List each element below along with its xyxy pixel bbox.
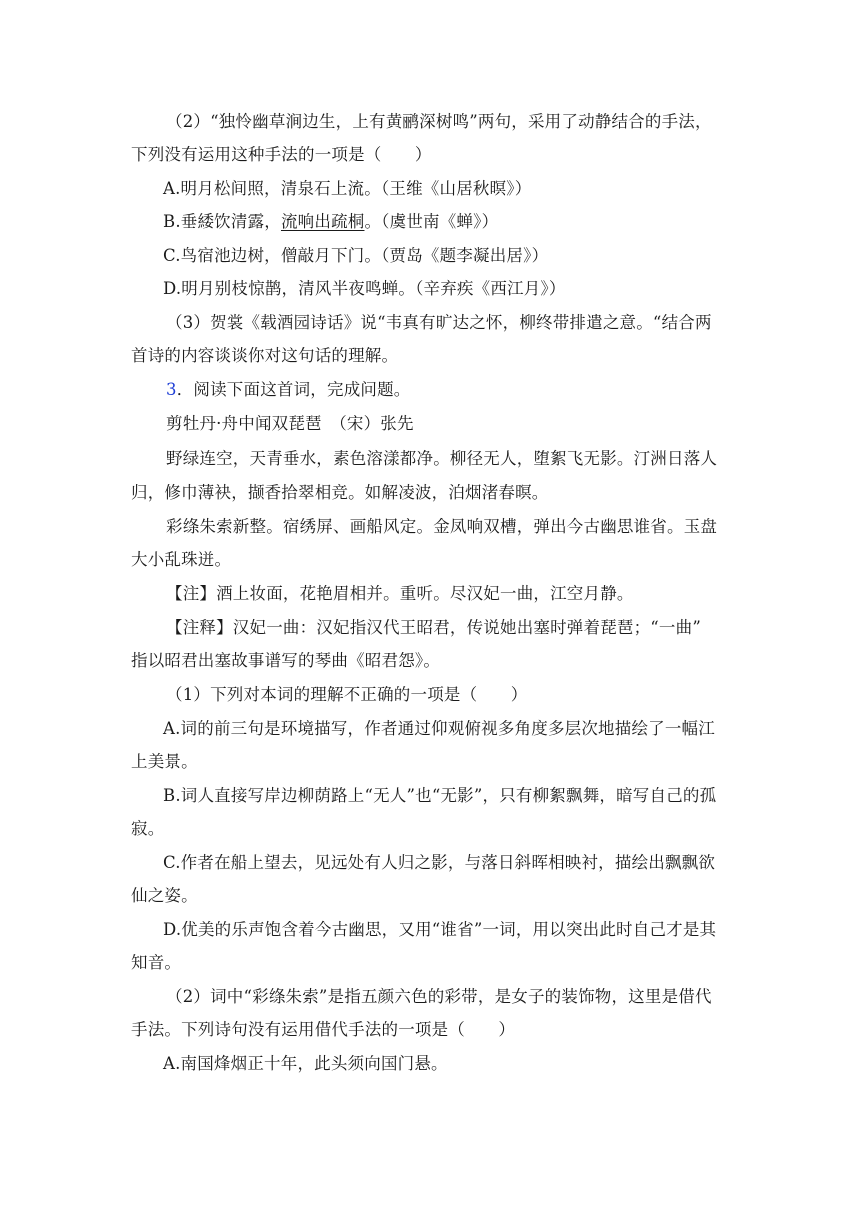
poem-paragraph-2-line-2: 大小乱珠迸。 [131,550,232,569]
question-2-stem-line-2: 下列没有运用这种手法的一项是（ ） [131,145,432,164]
section-3-question-1-option-d-line-1: D.优美的乐声饱含着今古幽思，又用“谁省”一词，用以突出此时自己才是其 [163,920,717,939]
question-3-stem-line-2: 首诗的内容谈谈你对这句话的理解。 [131,346,399,365]
option-b-text-after: 。（虞世南《蝉》） [364,212,499,231]
section-3-heading [166,379,411,401]
section-3-question-1-option-b-line-2: 寂。 [131,819,165,838]
section-3-question-1-option-a-line-2: 上美景。 [131,752,198,771]
question-3-stem-line-1: （3）贺裳《载酒园诗话》说“韦真有旷达之怀，柳终带排遣之意。“结合两 [166,313,712,332]
section-3-number: 3 [166,380,177,399]
section-3-question-1-option-c-line-2: 仙之姿。 [131,886,198,905]
section-3-question-2-option-a: A.南国烽烟正十年，此头须向国门悬。 [163,1054,448,1073]
question-2-option-a: A.明月松间照，清泉石上流。（王维《山居秋暝》） [163,179,532,198]
option-b-text-before: B.垂緌饮清露， [163,212,281,231]
section-3-instruction: ．阅读下面这首词，完成问题。 [176,380,411,399]
poem-paragraph-1-line-1: 野绿连空，天青垂水，素色溶漾都净。柳径无人，堕絮飞无影。汀洲日落人 [166,449,718,468]
section-3-question-2-stem-line-2: 手法。下列诗句没有运用借代手法的一项是（ ） [131,1020,516,1039]
question-2-stem-line-1: （2）“独怜幽草涧边生，上有黄鹂深树鸣”两句，采用了动静结合的手法， [166,112,712,131]
question-2-option-c: C.鸟宿池边树，僧敲月下门。（贾岛《题李凝出居》） [163,246,549,265]
note-line: 【注】酒上妆面，花艳眉相并。重听。尽汉妃一曲，江空月静。 [166,584,634,603]
question-2-option-b [163,211,498,233]
question-2-option-d: D.明月别枝惊鹊，清风半夜鸣蝉。（辛弃疾《西江月》） [163,279,566,298]
poem-paragraph-1-line-2: 归，修巾薄袂，撷香拾翠相竞。如解凌波，泊烟渚春暝。 [131,483,549,502]
section-3-question-1-option-d-line-2: 知音。 [131,953,182,972]
annotation-line-1: 【注释】汉妃一曲：汉妃指汉代王昭君，传说她出塞时弹着琵琶；“一曲” [166,618,701,637]
section-3-question-2-stem-line-1: （2）词中“彩绦朱索”是指五颜六色的彩带，是女子的装饰物，这里是借代 [166,987,712,1006]
section-3-question-1-stem: （1）下列对本词的理解不正确的一项是（ ） [166,685,528,704]
option-b-underlined-text: 流响出疏桐 [280,212,365,231]
section-3-question-1-option-a-line-1: A.词的前三句是环境描写，作者通过仰观俯视多角度多层次地描绘了一幅江 [163,719,715,738]
poem-paragraph-2-line-1: 彩绦朱索新整。宿绣屏、画船风定。金凤响双槽，弹出今古幽思谁省。玉盘 [166,517,718,536]
poem-title: 剪牡丹·舟中闻双琵琶 （宋）张先 [166,414,414,433]
annotation-line-2: 指以昭君出塞故事谱写的琴曲《昭君怨》。 [131,651,441,670]
section-3-question-1-option-b-line-1: B.词人直接写岸边柳荫路上“无人”也“无影”，只有柳絮飘舞，暗写自己的孤 [163,786,717,805]
section-3-question-1-option-c-line-1: C.作者在船上望去，见远处有人归之影，与落日斜晖相映衬，描绘出飘飘欲 [163,853,716,872]
